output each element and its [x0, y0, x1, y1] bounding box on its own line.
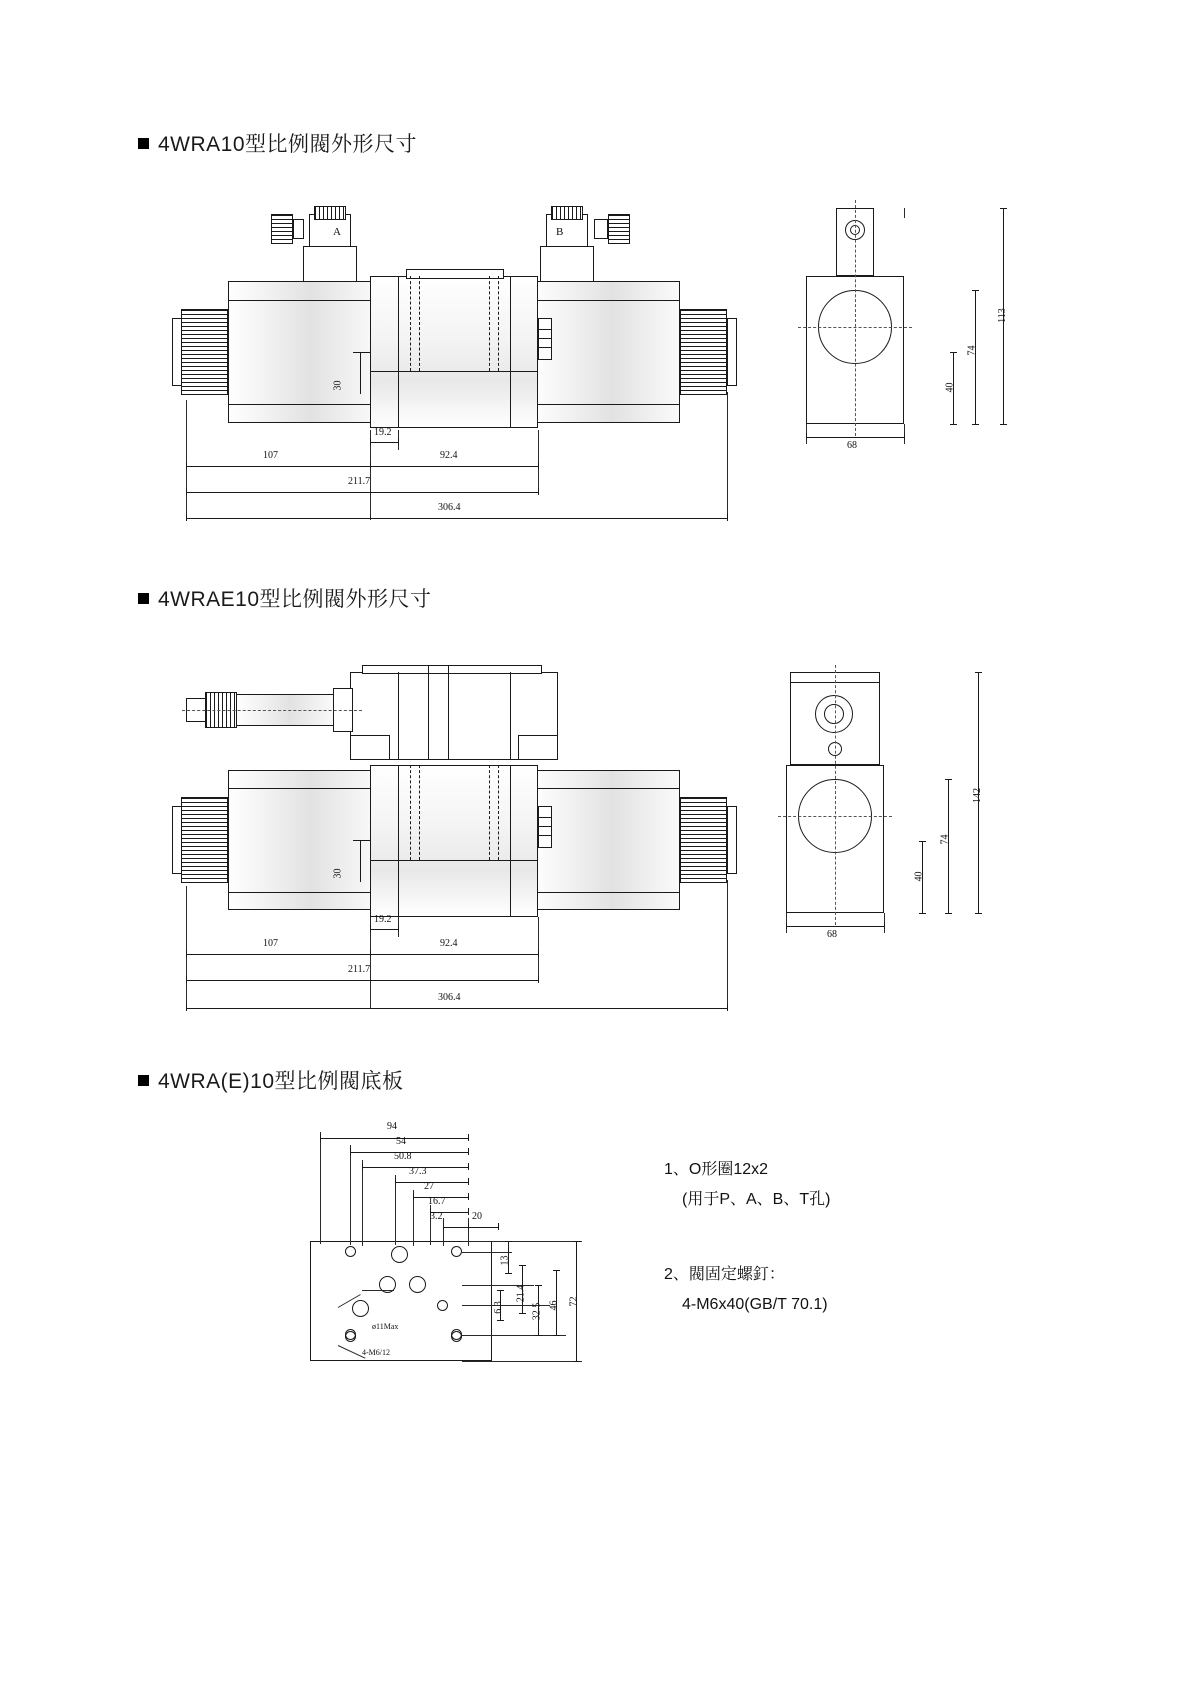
dim-74: 74: [939, 834, 951, 845]
dim-tick: [395, 1178, 396, 1185]
hidden-line: [489, 276, 490, 371]
dim-21-4: 21.4: [515, 1284, 527, 1303]
solenoid-right-body: [530, 770, 680, 910]
detail-line: [228, 404, 378, 405]
dim-tick: [1000, 424, 1007, 425]
dim-tick: [1000, 208, 1007, 209]
ext-line: [727, 880, 728, 1010]
dim-tick: [727, 514, 728, 521]
dim-tick: [468, 1134, 469, 1141]
ext-line: [538, 917, 539, 979]
nut-left-cap: [172, 806, 182, 874]
nut-right-cap: [727, 318, 737, 386]
dim-tick: [370, 438, 371, 445]
ext-line: [727, 392, 728, 520]
detail-line: [228, 788, 378, 789]
dim-line-211-7: [186, 980, 538, 981]
dim-line-211-7: [186, 492, 538, 493]
connector-right-base: [540, 246, 594, 282]
dim-tick: [468, 1208, 469, 1215]
dim-line-94: [320, 1138, 468, 1139]
ext-line: [462, 1335, 566, 1336]
note-2-line-1: 2、閥固定螺釘：: [664, 1266, 785, 1283]
housing-foot-left: [350, 735, 390, 760]
dim-tick: [497, 1290, 504, 1291]
dim-46: 46: [548, 1300, 560, 1311]
hole-m6-2: [451, 1246, 462, 1257]
port-b: [409, 1276, 426, 1293]
hidden-line: [410, 765, 411, 860]
dim-tick: [362, 1163, 363, 1170]
dim-line-30: [360, 840, 361, 882]
side-centerline-v: [855, 200, 856, 436]
detail-line: [538, 347, 552, 348]
nut-left: [181, 309, 228, 395]
body-edge: [510, 276, 511, 428]
dim-line-19-2: [370, 929, 398, 930]
dim-line-92-4: [370, 466, 538, 467]
dim-line-92-4: [370, 954, 538, 955]
dim-tick: [538, 462, 539, 469]
dim-68: 68: [847, 440, 857, 451]
dim-line-74: [948, 779, 949, 913]
dim-32-5: 32.5: [531, 1302, 543, 1321]
leader-line-3: [362, 1290, 394, 1291]
dim-27: 27: [424, 1181, 434, 1192]
dim-tick: [350, 1148, 351, 1155]
hidden-line: [498, 765, 499, 860]
note-2: [664, 1260, 828, 1320]
amplifier-top-plate: [362, 665, 542, 674]
dim-tick: [573, 1361, 580, 1362]
dim-30: 30: [332, 868, 344, 879]
body-edge: [398, 765, 399, 917]
port-small-bottom-right: [451, 1331, 462, 1342]
dim-tick: [413, 1193, 414, 1200]
connector-left-cap: [314, 206, 346, 220]
dim-tick: [786, 922, 787, 929]
dim-50-8: 50.8: [394, 1151, 412, 1162]
override-detail: [538, 318, 552, 360]
solenoid-label-a: A: [333, 226, 341, 238]
dim-tick: [535, 1335, 542, 1336]
dim-54: 54: [396, 1136, 406, 1147]
dim-tick: [468, 1193, 469, 1200]
dim-tick: [945, 779, 952, 780]
valve-body: [370, 765, 538, 917]
dim-92-4: 92.4: [440, 938, 458, 949]
dim-line-19-2: [370, 442, 398, 443]
dim-tick: [186, 462, 187, 469]
override-detail: [538, 806, 552, 848]
detail-line: [538, 826, 552, 827]
dim-92-4: 92.4: [440, 450, 458, 461]
ext-line: [462, 1241, 582, 1242]
annotation-dia: ø11Max: [372, 1322, 399, 1331]
hole-m6-1: [345, 1246, 356, 1257]
dim-tick: [972, 424, 979, 425]
port-small-bottom-left: [345, 1331, 356, 1342]
ext-line: [320, 1132, 321, 1244]
bullet-icon: [138, 138, 149, 149]
nut-left-cap: [172, 318, 182, 386]
dim-40: 40: [944, 382, 956, 393]
dim-tick: [468, 1178, 469, 1185]
detail-line: [228, 892, 378, 893]
dim-tick: [950, 424, 957, 425]
dim-tick: [353, 840, 371, 841]
dim-line-306-4: [186, 518, 727, 519]
port-p: [352, 1300, 369, 1317]
ext-line: [186, 400, 187, 520]
nut-right-cap: [727, 806, 737, 874]
dim-211-7: 211.7: [348, 476, 371, 487]
detail-line: [530, 788, 680, 789]
dim-tick: [398, 438, 399, 445]
dim-tick: [398, 925, 399, 932]
connector-right-plug: [608, 214, 630, 244]
dim-tick: [535, 1285, 542, 1286]
dim-tick: [505, 1273, 512, 1274]
body-edge: [398, 276, 399, 428]
hidden-line: [498, 276, 499, 371]
dim-line-3-2: [443, 1227, 468, 1228]
housing-edge: [398, 672, 399, 760]
dim-tick: [553, 1270, 560, 1271]
dim-line-68: [806, 437, 904, 438]
housing-edge: [510, 672, 511, 760]
housing-edge: [428, 665, 429, 760]
dim-tick: [972, 290, 979, 291]
dim-tick: [320, 1134, 321, 1141]
bullet-icon: [138, 1075, 149, 1086]
detail-line: [538, 329, 552, 330]
dim-40: 40: [913, 871, 925, 882]
solenoid-label-b: B: [556, 226, 564, 238]
side-connector-inner: [824, 704, 844, 724]
dim-211-7: 211.7: [348, 964, 371, 975]
dim-tick: [538, 950, 539, 957]
dim-13: 13: [499, 1255, 511, 1266]
body-split: [370, 860, 538, 861]
dim-tick: [945, 913, 952, 914]
dim-tick: [538, 976, 539, 983]
section-title-3: 4WRA(E)10型比例閥底板: [138, 1065, 404, 1095]
dim-19-2: 19.2: [374, 427, 392, 438]
note-1: [664, 1155, 830, 1215]
hidden-line: [489, 765, 490, 860]
dim-74: 74: [966, 345, 978, 356]
detail-line: [538, 835, 552, 836]
dim-306-4: 306.4: [438, 502, 461, 513]
hidden-line: [419, 765, 420, 860]
dim-19-2: 19.2: [374, 914, 392, 925]
housing-edge: [448, 665, 449, 760]
dim-tick: [505, 1241, 512, 1242]
body-split: [370, 371, 538, 372]
connector-left-plug: [271, 214, 293, 244]
section-title-2: 4WRAE10型比例閥外形尺寸: [138, 583, 432, 613]
dim-tick: [186, 514, 187, 521]
note-2-line-2: 4-M6x40(GB/T 70.1): [682, 1296, 828, 1313]
dim-tick: [497, 1320, 504, 1321]
nut-right: [680, 309, 727, 395]
dim-tick: [553, 1335, 560, 1336]
dim-tick: [975, 913, 982, 914]
dim-line-107: [186, 954, 370, 955]
dim-tick: [727, 1004, 728, 1011]
dim-68: 68: [827, 929, 837, 940]
annotation-thread: 4-M6/12: [362, 1348, 390, 1357]
detail-line: [228, 300, 378, 301]
dim-tick: [519, 1265, 526, 1266]
ext-line: [186, 886, 187, 1010]
ext-line: [538, 430, 539, 490]
dim-tick: [353, 352, 371, 353]
dim-line-306-4: [186, 1008, 727, 1009]
detail-line: [538, 338, 552, 339]
housing-foot-right: [518, 735, 558, 760]
body-edge: [510, 765, 511, 917]
dim-107: 107: [263, 450, 278, 461]
dim-line-68: [786, 926, 884, 927]
hidden-line: [410, 276, 411, 371]
dim-tick: [186, 976, 187, 983]
ext-line: [462, 1361, 582, 1362]
dim-6-3: 6.3: [492, 1301, 504, 1314]
section-title-1: 4WRA10型比例閥外形尺寸: [138, 128, 417, 158]
detail-line: [530, 892, 680, 893]
dim-line-74: [975, 290, 976, 424]
ext-line: [904, 208, 905, 218]
valve-body: [370, 276, 538, 428]
detail-line: [530, 300, 680, 301]
dim-tick: [443, 1223, 444, 1230]
dim-3-2: 3.2: [430, 1211, 443, 1222]
dim-107: 107: [263, 938, 278, 949]
dim-tick: [186, 488, 187, 495]
dim-line-20: [468, 1227, 498, 1228]
dim-113: 113: [996, 308, 1008, 323]
dim-tick: [186, 950, 187, 957]
dim-tick: [538, 488, 539, 495]
port-small-right: [437, 1300, 448, 1311]
dim-72: 72: [568, 1296, 580, 1307]
dim-tick: [884, 922, 885, 929]
dim-tick: [186, 1004, 187, 1011]
dim-tick: [919, 841, 926, 842]
detail-line: [538, 817, 552, 818]
dim-tick: [573, 1241, 580, 1242]
dim-tick: [975, 672, 982, 673]
dim-142: 142: [972, 788, 983, 803]
note-1-line-1: 1、O形圈12x2: [664, 1161, 769, 1178]
dim-20: 20: [472, 1211, 482, 1222]
side-centerline-v: [835, 665, 836, 925]
dim-tick: [950, 352, 957, 353]
connector-left-base: [303, 246, 357, 282]
port-t: [391, 1246, 408, 1263]
dim-306-4: 306.4: [438, 992, 461, 1003]
hidden-line: [419, 276, 420, 371]
dim-tick: [806, 433, 807, 440]
ext-line: [395, 1175, 396, 1245]
dim-tick: [468, 1148, 469, 1155]
ext-line: [362, 1160, 363, 1246]
note-1-line-2: (用于P、A、B、T孔): [682, 1191, 831, 1208]
dim-line-107: [186, 466, 370, 467]
bullet-icon: [138, 593, 149, 604]
connector-right-neck: [594, 219, 608, 239]
dim-16-7: 16.7: [428, 1196, 446, 1207]
dim-30: 30: [332, 380, 344, 391]
dim-94: 94: [387, 1121, 397, 1132]
dim-tick: [370, 925, 371, 932]
detail-line: [530, 404, 680, 405]
dim-tick: [468, 1163, 469, 1170]
dim-tick: [919, 913, 926, 914]
nut-right: [680, 797, 727, 883]
ext-line: [350, 1145, 351, 1245]
connector-left-neck: [293, 219, 304, 239]
connector-centerline: [182, 710, 362, 711]
dim-tick: [519, 1313, 526, 1314]
nut-left: [181, 797, 228, 883]
ext-line: [462, 1252, 512, 1253]
dim-tick: [498, 1223, 499, 1230]
dim-tick: [904, 433, 905, 440]
solenoid-right-body: [530, 281, 680, 423]
connector-right-cap: [551, 206, 583, 220]
dim-line-30: [360, 352, 361, 394]
dim-37-3: 37.3: [409, 1166, 427, 1177]
